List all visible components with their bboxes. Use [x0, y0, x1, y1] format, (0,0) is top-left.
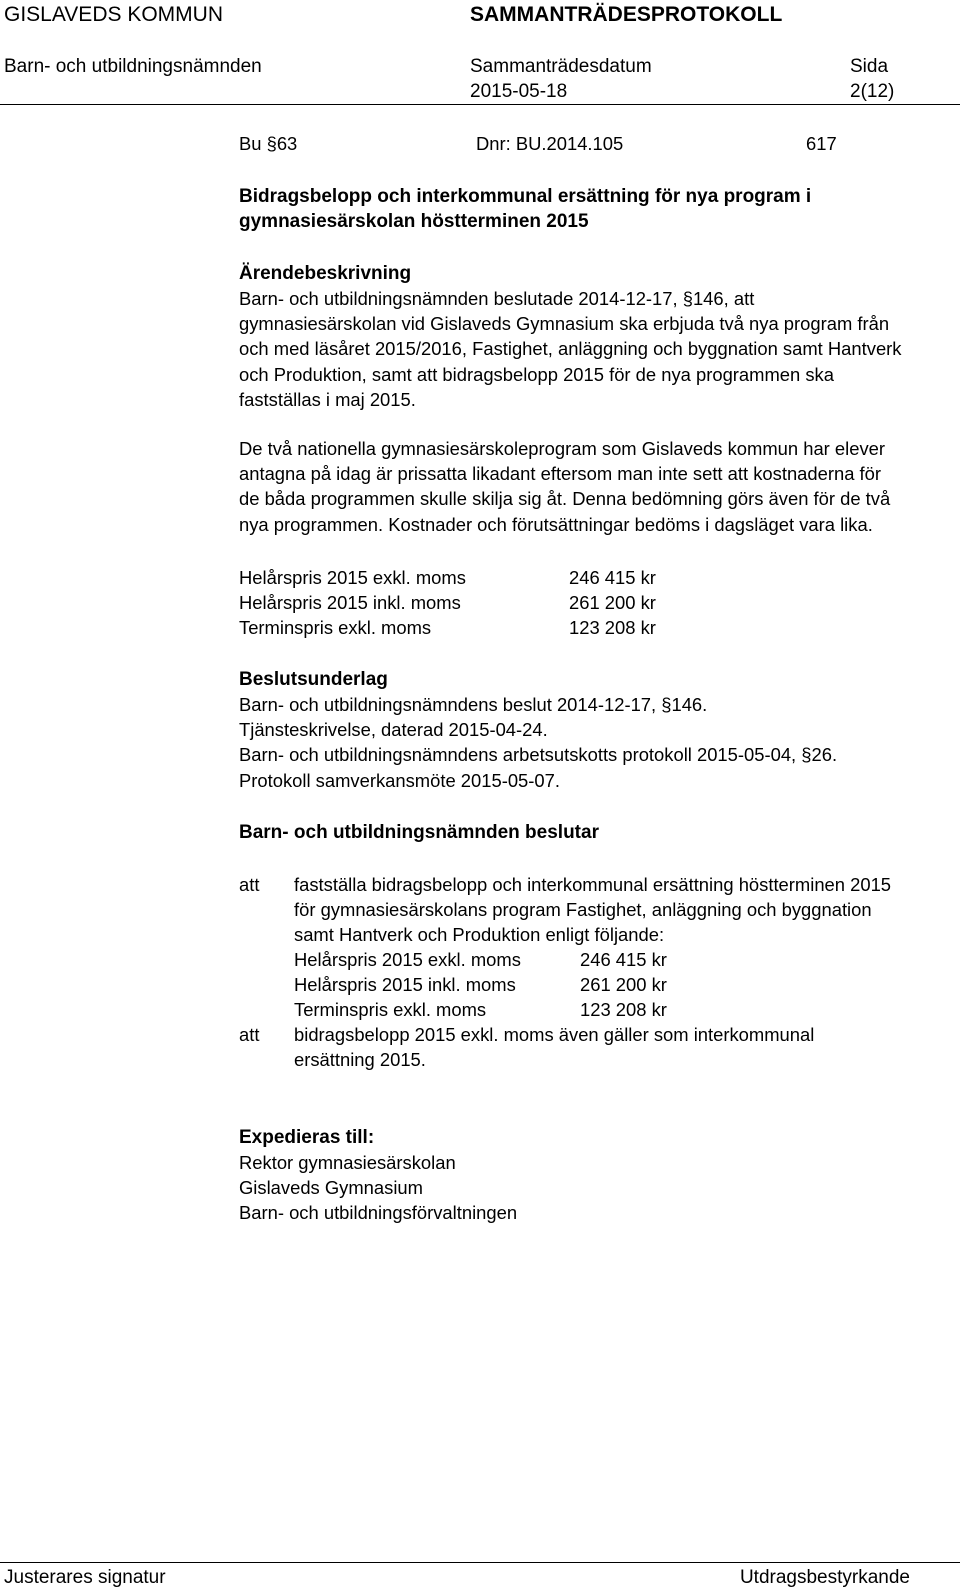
recipient-item: Rektor gymnasiesärskolan	[239, 1152, 456, 1173]
decision-item-1	[294, 872, 944, 948]
text-line: för gymnasiesärskolans program Fastighet, anläggning och byggnation	[294, 899, 872, 921]
page-label: Sida	[850, 56, 889, 77]
arende-heading: Ärendebeskrivning	[239, 263, 412, 284]
list-item: Tjänsteskrivelse, daterad 2015-04-24.	[239, 719, 548, 741]
text-line: nya programmen. Kostnader och förutsättningar bedöms i dagsläget vara lika.	[239, 513, 873, 535]
underlag-heading: Beslutsunderlag	[239, 669, 388, 690]
price-value: 123 208 kr	[569, 617, 656, 638]
underlag-list	[239, 692, 949, 793]
price-value: 261 200 kr	[569, 592, 656, 613]
text-line: de båda programmen skulle skilja sig åt. Denna bedömning görs även för de två	[239, 488, 891, 510]
dnr-number: Dnr: BU.2014.105	[476, 133, 624, 154]
beslut-heading: Barn- och utbildningsnämnden beslutar	[239, 822, 599, 843]
price-value: 246 415 kr	[569, 567, 656, 588]
text-line: De två nationella gymnasiesärskoleprogram som Gislaveds kommun har elever	[239, 438, 885, 459]
org-name: GISLAVEDS KOMMUN	[4, 3, 223, 26]
case-title-line-1: Bidragsbelopp och interkommunal ersättning för nya program i	[239, 186, 812, 207]
decision-price-value: 246 415 kr	[580, 949, 667, 970]
price-label: Helårspris 2015 inkl. moms	[239, 592, 461, 613]
decision-price-label: Terminspris exkl. moms	[294, 999, 487, 1020]
doc-type: SAMMANTRÄDESPROTOKOLL	[470, 3, 783, 26]
date-value: 2015-05-18	[470, 81, 568, 102]
decision-price-value: 261 200 kr	[580, 974, 667, 995]
text-line: samt Hantverk och Produktion enligt följande:	[294, 924, 665, 946]
page-number: 2(12)	[850, 81, 895, 102]
list-item: Protokoll samverkansmöte 2015-05-07.	[239, 769, 560, 791]
recipient-list	[239, 1150, 949, 1226]
header-rule	[0, 104, 960, 105]
arende-paragraph-1	[239, 286, 949, 412]
decision-price-label: Helårspris 2015 exkl. moms	[294, 949, 521, 970]
price-label: Helårspris 2015 exkl. moms	[239, 567, 466, 588]
arende-paragraph-2	[239, 436, 949, 537]
signature-label: Justerares signatur	[4, 1567, 166, 1588]
text-line: fastställa bidragsbelopp och interkommunal ersättning höstterminen 2015	[294, 874, 892, 895]
date-label: Sammanträdesdatum	[470, 56, 652, 77]
recipient-item: Barn- och utbildningsförvaltningen	[239, 1202, 518, 1224]
footer-rule	[0, 1562, 960, 1563]
text-line: antagna på idag är prissatta likadant eftersom man inte sett att kostnaderna för	[239, 463, 882, 485]
text-line: fastställas i maj 2015.	[239, 388, 416, 410]
text-line: och Produktion, samt att bidragsbelopp 2015 för de nya programmen ska	[239, 363, 834, 385]
decision-price-label: Helårspris 2015 inkl. moms	[294, 974, 516, 995]
text-line: Barn- och utbildningsnämnden beslutade 2014-12-17, §146, att	[239, 288, 755, 309]
text-line: gymnasiesärskolan vid Gislaveds Gymnasium ska erbjuda två nya program från	[239, 313, 890, 335]
recipient-item: Gislaveds Gymnasium	[239, 1177, 423, 1199]
list-item: Barn- och utbildningsnämndens beslut 2014-12-17, §146.	[239, 694, 708, 715]
certification-label: Utdragsbestyrkande	[739, 1567, 910, 1588]
decision-marker: att	[239, 1024, 260, 1045]
paragraph-number: Bu §63	[239, 133, 298, 154]
price-label: Terminspris exkl. moms	[239, 617, 432, 638]
text-line: ersättning 2015.	[294, 1049, 426, 1071]
text-line: bidragsbelopp 2015 exkl. moms även gäller som interkommunal	[294, 1024, 815, 1045]
text-line: och med läsåret 2015/2016, Fastighet, anläggning och byggnation samt Hantverk	[239, 338, 902, 360]
committee-name: Barn- och utbildningsnämnden	[4, 56, 262, 77]
list-item: Barn- och utbildningsnämndens arbetsutskotts protokoll 2015-05-04, §26.	[239, 744, 838, 766]
decision-price-value: 123 208 kr	[580, 999, 667, 1020]
decision-marker: att	[239, 874, 260, 895]
expedieras-heading: Expedieras till:	[239, 1127, 375, 1148]
case-title-line-2: gymnasiesärskolan höstterminen 2015	[239, 211, 589, 232]
case-number: 617	[806, 133, 837, 154]
decision-item-2	[294, 1022, 944, 1072]
